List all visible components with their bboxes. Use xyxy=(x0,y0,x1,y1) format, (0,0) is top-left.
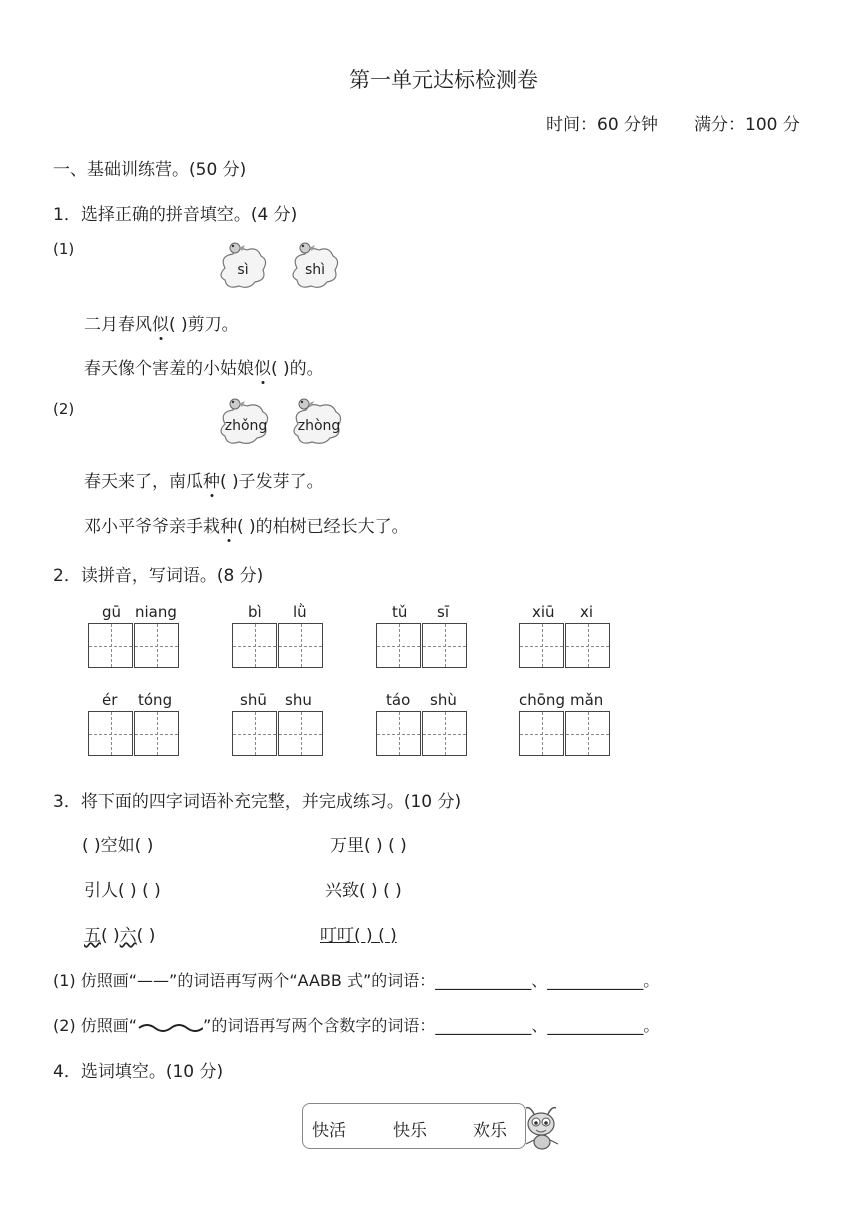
pinyin-label: tǔ xyxy=(392,603,408,621)
word-option: 快乐 xyxy=(393,1121,427,1141)
dotted-character: 似 xyxy=(152,310,169,335)
pinyin-label: gū xyxy=(102,603,122,621)
pinyin-option-text: sì xyxy=(237,262,249,278)
pinyin-option-text: zhǒng xyxy=(224,418,268,434)
word-option: 欢乐 xyxy=(473,1121,507,1141)
sentence-blank[interactable]: ( )剪刀。 xyxy=(169,315,239,335)
writing-grid[interactable] xyxy=(519,711,611,757)
pinyin-label: xi xyxy=(580,603,594,621)
writing-grid[interactable] xyxy=(376,623,468,669)
q3-subquestion-1[interactable]: (1) 仿照画“——”的词语再写两个“AABB 式”的词语：____________、____________。 xyxy=(53,971,660,990)
pinyin-cloud-option xyxy=(289,240,341,284)
subquestion-text: ”的词语再写两个含数字的词语：____________、____________。 xyxy=(203,1016,660,1035)
pinyin-label: xiū xyxy=(532,603,555,621)
sentence-blank[interactable]: ( )的柏树已经长大了。 xyxy=(237,517,409,537)
word-option: 快活 xyxy=(312,1121,346,1141)
writing-grid[interactable] xyxy=(88,711,180,757)
idiom-blank[interactable]: 万里( ) ( ) xyxy=(330,836,407,856)
subquestion-text: (2) 仿照画“ xyxy=(53,1016,138,1035)
pinyin-label: ér xyxy=(102,691,118,709)
question-1-heading: 1．选择正确的拼音填空。(4 分) xyxy=(53,205,298,225)
pinyin-label: sī xyxy=(437,603,449,621)
pinyin-label: tóng xyxy=(138,691,173,709)
sentence-blank[interactable]: ( )子发芽了。 xyxy=(220,472,324,492)
word-bank-box xyxy=(302,1103,526,1149)
writing-grid[interactable] xyxy=(232,623,324,669)
pinyin-label: táo xyxy=(386,691,411,709)
dotted-character: 种 xyxy=(203,467,220,492)
idiom-blank[interactable]: 引人( ) ( ) xyxy=(84,881,161,901)
pinyin-cloud-option xyxy=(217,396,273,440)
q1-sentence-2 xyxy=(84,354,324,379)
pinyin-label: shu xyxy=(285,691,312,709)
page-title: 第一单元达标检测卷 xyxy=(349,68,538,92)
sentence-text: 邓小平爷爷亲手栽 xyxy=(84,517,220,537)
ant-cartoon-icon xyxy=(522,1104,562,1152)
idiom-paren: ( ) xyxy=(101,926,120,946)
pinyin-cloud-option xyxy=(217,240,269,284)
idiom-paren: ( ) xyxy=(136,926,156,946)
writing-grid[interactable] xyxy=(376,711,468,757)
idiom-char: 六 xyxy=(119,926,137,946)
question-4-heading: 4．选词填空。(10 分) xyxy=(53,1062,224,1082)
pinyin-label: shū xyxy=(240,691,267,709)
pinyin-label: bì xyxy=(248,603,262,621)
q1-sentence-4 xyxy=(84,512,409,537)
q1-sentence-1 xyxy=(84,310,239,335)
idiom-blank[interactable]: ( )空如( ) xyxy=(82,836,154,856)
pinyin-option-text: shì xyxy=(304,262,326,278)
sentence-text: 春天来了，南瓜 xyxy=(84,472,203,492)
dotted-character: 似 xyxy=(254,354,271,379)
q1-part-1-number: (1) xyxy=(53,240,75,258)
sentence-blank[interactable]: ( )的。 xyxy=(271,359,324,379)
idiom-char: 五 xyxy=(84,926,101,946)
idiom-blank[interactable]: 兴致( ) ( ) xyxy=(325,881,402,901)
q1-part-2-number: (2) xyxy=(53,400,75,418)
pinyin-label: niang xyxy=(135,603,177,621)
question-3-heading: 3．将下面的四字词语补充完整，并完成练习。(10 分) xyxy=(53,792,462,812)
writing-grid[interactable] xyxy=(519,623,611,669)
pinyin-cloud-option xyxy=(290,396,346,440)
time-info: 时间：60 分钟 xyxy=(546,115,659,135)
dotted-character: 种 xyxy=(220,512,237,537)
writing-grid[interactable] xyxy=(88,623,180,669)
q1-sentence-3 xyxy=(84,467,324,492)
pinyin-label: lǜ xyxy=(293,603,307,621)
idiom-blank-wavy[interactable] xyxy=(84,921,155,946)
pinyin-option-text: zhòng xyxy=(297,418,341,434)
section-heading: 一、基础训练营。(50 分) xyxy=(53,160,247,180)
sentence-text: 春天像个害羞的小姑娘 xyxy=(84,359,254,379)
writing-grid[interactable] xyxy=(232,711,324,757)
q3-subquestion-2[interactable] xyxy=(53,1013,659,1036)
question-2-heading: 2．读拼音，写词语。(8 分) xyxy=(53,566,264,586)
score-info: 满分：100 分 xyxy=(694,115,800,135)
pinyin-label: chōng xyxy=(519,691,565,709)
pinyin-label: mǎn xyxy=(570,691,604,709)
wavy-line-icon xyxy=(137,1020,203,1034)
pinyin-label: shù xyxy=(430,691,457,709)
idiom-blank-underlined[interactable]: 叮叮( ) ( ) xyxy=(320,926,397,946)
sentence-text: 二月春风 xyxy=(84,315,152,335)
